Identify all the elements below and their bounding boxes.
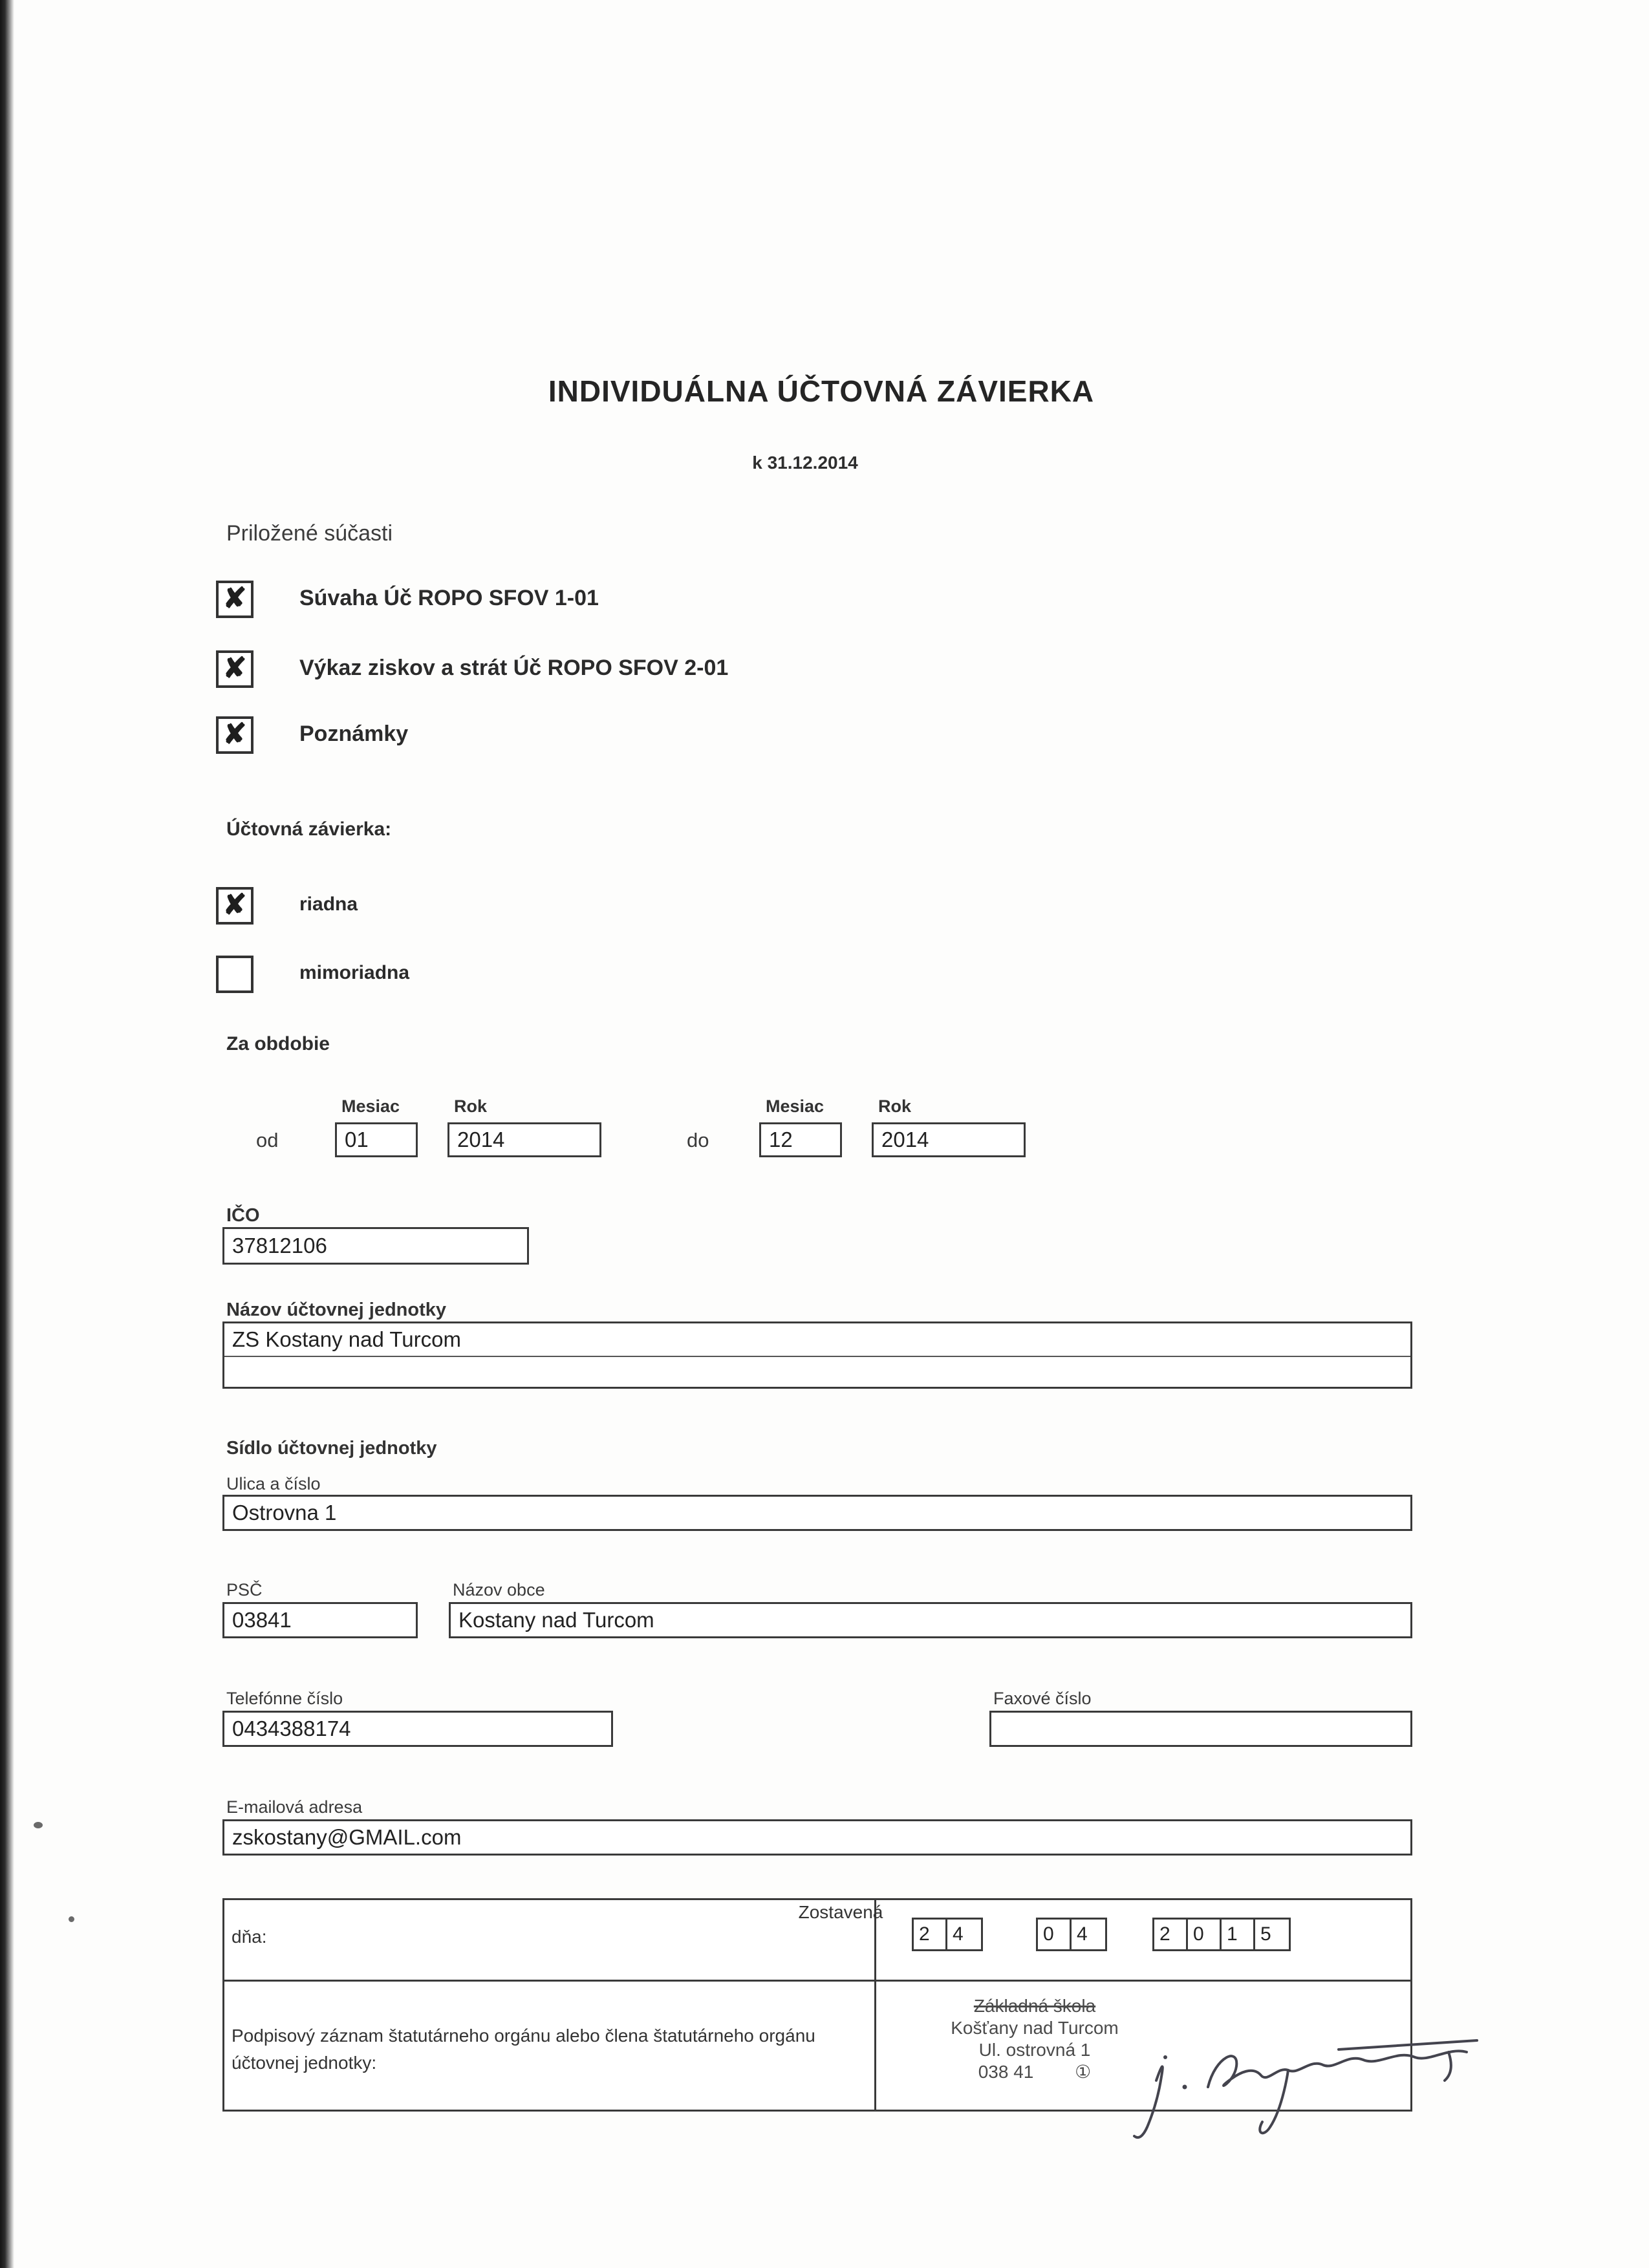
entity-name-label: Názov účtovnej jednotky: [226, 1300, 447, 1320]
scan-speck: [69, 1916, 74, 1922]
signature-record-label: Podpisový záznam štatutárneho orgánu alebo člena štatutárneho orgánu účtovnej jednotky:: [232, 2026, 815, 2073]
date-digit: 2: [1154, 1920, 1188, 1949]
period-to-month-label: Mesiac: [766, 1097, 824, 1116]
checkbox-mimoriadna-label: mimoriadna: [299, 962, 410, 983]
stamp-mark: ①: [1075, 2062, 1092, 2082]
handwritten-signature: [1125, 2004, 1487, 2198]
email-label: E-mailová adresa: [226, 1797, 363, 1817]
period-from-label: od: [256, 1129, 279, 1151]
period-from-month-field: 01: [335, 1122, 418, 1157]
date-digit: 5: [1260, 1923, 1271, 1945]
period-to-year-field: 2014: [872, 1122, 1026, 1157]
checkbox-suvaha-label: Súvaha Úč ROPO SFOV 1-01: [299, 586, 599, 610]
email-field: zskostany@GMAIL.com: [222, 1819, 1412, 1856]
ico-label: IČO: [226, 1205, 260, 1226]
city-label: Názov obce: [453, 1580, 545, 1599]
checkbox-poznamky: ✘: [216, 716, 253, 754]
street-field: Ostrovna 1: [222, 1495, 1412, 1531]
scan-edge-artifact: [0, 0, 14, 2268]
entity-name-row-divider: [224, 1356, 1410, 1357]
date-digit: 4: [1077, 1923, 1088, 1945]
date-digit: 0: [1188, 1920, 1222, 1949]
period-to-year-label: Rok: [878, 1097, 912, 1116]
period-heading: Za obdobie: [226, 1033, 330, 1054]
stamp-line-2: Košťany nad Turcom: [951, 2018, 1119, 2038]
stamp-line-1: Základná škola: [973, 1996, 1096, 2016]
stamp-line-3: Ul. ostrovná 1: [978, 2040, 1091, 2060]
period-from-month-label: Mesiac: [341, 1097, 400, 1116]
period-from-year-label: Rok: [454, 1097, 488, 1116]
checkbox-suvaha: ✘: [216, 581, 253, 618]
date-digit: 1: [1222, 1920, 1255, 1949]
fax-field: [989, 1711, 1412, 1747]
page-subtitle: k 31.12.2014: [752, 453, 858, 473]
zip-label: PSČ: [226, 1580, 263, 1599]
address-heading: Sídlo účtovnej jednotky: [226, 1438, 437, 1459]
signature-table-vertical-divider: [874, 1898, 876, 2112]
date-digit: 4: [953, 1923, 964, 1945]
period-from-year-field: 2014: [447, 1122, 601, 1157]
statement-type-heading: Účtovná závierka:: [226, 818, 392, 840]
phone-label: Telefónne číslo: [226, 1689, 343, 1708]
entity-name-value: ZS Kostany nad Turcom: [232, 1327, 461, 1351]
entity-name-field: [222, 1321, 1412, 1389]
attachments-heading: Priložené súčasti: [226, 521, 393, 546]
checkbox-vykaz: ✘: [216, 650, 253, 688]
date-month-cells: [1036, 1918, 1107, 1951]
checkbox-vykaz-label: Výkaz ziskov a strát Úč ROPO SFOV 2-01: [299, 656, 729, 680]
date-day-cells: [912, 1918, 983, 1951]
fax-label: Faxové číslo: [993, 1689, 1092, 1708]
zip-field: 03841: [222, 1602, 418, 1638]
ico-field: 37812106: [222, 1227, 529, 1265]
signature-table-horizontal-divider: [222, 1980, 1412, 1982]
checkbox-poznamky-label: Poznámky: [299, 722, 409, 746]
date-digit: 0: [1038, 1920, 1072, 1949]
checkbox-riadna-label: riadna: [299, 893, 358, 915]
period-to-label: do: [687, 1129, 709, 1151]
compiled-label: Zostavená: [798, 1902, 883, 1922]
page-title: INDIVIDUÁLNA ÚČTOVNÁ ZÁVIERKA: [548, 374, 1095, 408]
street-label: Ulica a číslo: [226, 1474, 321, 1493]
checkbox-riadna: ✘: [216, 887, 253, 925]
phone-field: 0434388174: [222, 1711, 613, 1747]
checkbox-mimoriadna: [216, 956, 253, 993]
date-year-cells: [1152, 1918, 1291, 1951]
scan-speck: [34, 1822, 43, 1828]
period-to-month-field: 12: [759, 1122, 842, 1157]
compiled-date-label: dňa:: [232, 1927, 267, 1947]
date-digit: 2: [914, 1920, 947, 1949]
city-field: Kostany nad Turcom: [449, 1602, 1412, 1638]
stamp-zip: 038 41: [978, 2062, 1034, 2082]
